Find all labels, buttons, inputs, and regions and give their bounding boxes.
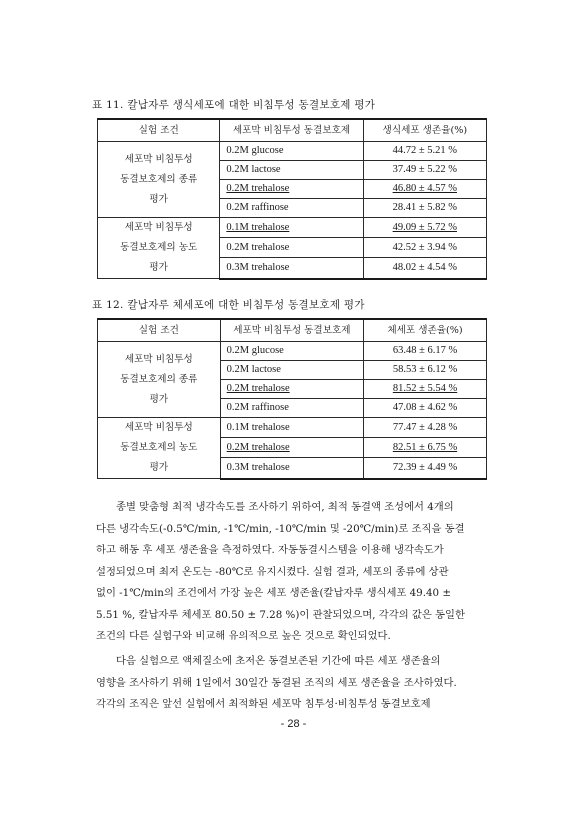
value-cell: 42.52 ± 3.94 % [363,238,486,258]
agent-cell: 0.2M trehalose [220,380,363,399]
value-cell: 58.53 ± 6.12 % [364,361,487,380]
group-label-line: 평가 [149,193,168,205]
body-paragraph-1 [96,497,494,648]
text-line: 종별 맞춤형 최적 냉각속도를 조사하기 위하여, 최적 동결액 조성에서 4개의 [116,501,454,513]
agent-cell: 0.2M raffinose [220,199,363,218]
agent-cell: 0.2M trehalose [220,180,363,199]
table-11-caption: 표 11. 칼납자루 생식세포에 대한 비침투성 동결보호제 평가 [92,99,376,111]
header-survival: 체세포 생존율(%) [364,319,487,342]
agent-cell: 0.1M trehalose [220,418,363,438]
text-line: 다른 냉각속도(-0.5℃/min, -1℃/min, -10℃/min 및 -20℃/min)로 조직을 동결 [96,522,465,535]
group-label-line: 세포막 비침투성 [124,222,193,233]
text-line: 각각의 조직은 앞선 실험에서 최적화된 세포막 침투성·비침투성 동결보호제 [96,698,431,710]
text-line: 다음 실험으로 액체질소에 초저온 동결보존된 기간에 따른 세포 생존율의 [116,655,441,667]
group-label-line: 동결보호제의 종류 [120,173,198,185]
group-label-line: 동결보호제의 농도 [120,242,198,253]
value-cell: 48.02 ± 4.54 % [363,258,486,279]
value-cell: 77.47 ± 4.28 % [364,418,487,438]
value-cell: 82.51 ± 6.75 % [364,438,487,458]
value-cell: 81.52 ± 5.54 % [364,380,487,399]
table-header-row [98,119,487,142]
table-12-caption: 표 12. 칼납자루 체세포에 대한 비침투성 동결보호제 평가 [92,299,365,311]
text-line: 조건의 다른 실험구와 비교해 유의적으로 높은 것으로 확인되었다. [96,630,391,642]
agent-cell: 0.1M trehalose [220,218,363,238]
group-type-label [98,142,220,218]
group-concentration-label [98,218,220,279]
table-header-row [98,319,487,342]
value-cell: 46.80 ± 4.57 % [363,180,486,199]
group-label-line: 평가 [149,393,169,405]
body-paragraph-2 [96,651,494,716]
agent-cell: 0.2M trehalose [220,238,363,258]
agent-cell: 0.2M lactose [220,161,363,180]
text-line: 하고 해동 후 세포 생존율을 측정하였다. 자동동결시스템을 이용해 냉각속도가 [96,544,444,556]
table-12 [97,318,487,480]
table-11 [97,118,487,280]
agent-cell: 0.2M raffinose [220,399,363,418]
value-cell: 28.41 ± 5.82 % [363,199,486,218]
value-cell: 37.49 ± 5.22 % [363,161,486,180]
agent-cell: 0.2M lactose [220,361,363,380]
page-number: - 28 - [280,718,307,730]
table-row [98,142,487,161]
text-line: 영향을 조사하기 위해 1일에서 30일간 동결된 조직의 세포 생존율을 조사하였다. [96,676,457,689]
value-cell: 44.72 ± 5.21 % [363,142,486,161]
value-cell: 63.48 ± 6.17 % [364,342,487,361]
group-label-line: 세포막 비침투성 [124,422,193,433]
text-line: 없이 -1℃/min의 조건에서 가장 높은 세포 생존율(칼납자루 생식세포 49.40 ± [96,587,452,599]
header-agent: 세포막 비침투성 동결보호제 [220,119,363,142]
agent-cell: 0.2M glucose [220,142,363,161]
group-type-label [98,342,221,418]
agent-cell: 0.2M glucose [220,342,363,361]
table-row [98,342,487,361]
agent-cell: 0.3M trehalose [220,458,363,479]
text-line: 설정되었으며 최저 온도는 -80℃로 유지시켰다. 실험 결과, 세포의 종류에 상관 [96,565,449,578]
value-cell: 47.08 ± 4.62 % [364,399,487,418]
agent-cell: 0.3M trehalose [220,258,363,279]
header-condition: 실험 조건 [98,319,221,342]
group-concentration-label [98,418,221,479]
group-label-line: 평가 [149,462,169,473]
group-label-line: 평가 [149,262,168,273]
value-cell: 49.09 ± 5.72 % [363,218,486,238]
agent-cell: 0.2M trehalose [220,438,363,458]
value-cell: 72.39 ± 4.49 % [364,458,487,479]
group-label-line: 세포막 비침투성 [124,353,193,365]
header-condition: 실험 조건 [98,119,220,142]
table-row [98,218,487,238]
header-agent: 세포막 비침투성 동결보호제 [220,319,363,342]
group-label-line: 동결보호제의 농도 [120,442,198,453]
group-label-line: 세포막 비침투성 [124,153,193,165]
group-label-line: 동결보호제의 종류 [120,373,198,385]
text-line: 5.51 %, 칼납자루 체세포 80.50 ± 7.28 %)이 관찰되었으며, 각각의 값은 동일한 [96,608,465,621]
header-survival: 생식세포 생존율(%) [363,119,486,142]
table-row [98,418,487,438]
